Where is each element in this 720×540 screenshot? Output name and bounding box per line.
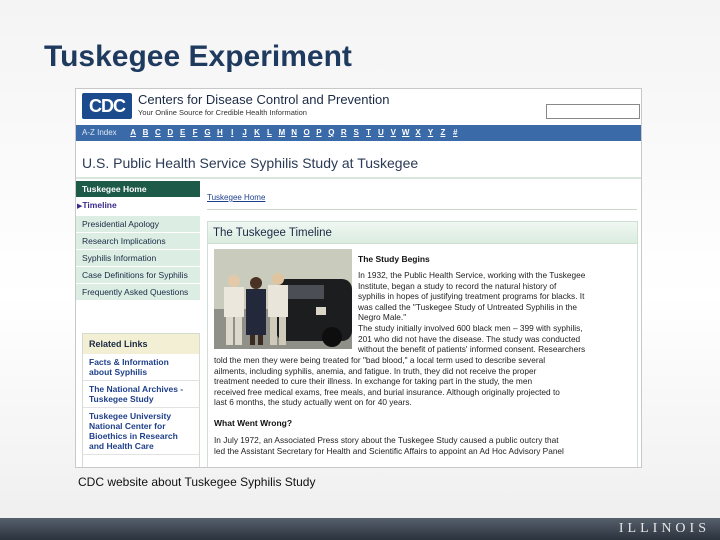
slide-caption: CDC website about Tuskegee Syphilis Study <box>78 475 316 489</box>
az-letter-x[interactable]: X <box>415 128 421 137</box>
nav-item-research-implications[interactable]: Research Implications <box>76 233 200 250</box>
search-input[interactable] <box>546 104 640 119</box>
az-index-label: A-Z Index <box>82 128 117 137</box>
related-link-national-archives[interactable]: The National Archives - Tuskegee Study <box>83 381 199 408</box>
divider <box>207 209 637 210</box>
text-line: In July 1972, an Associated Press story about the Tuskegee Study caused a public outcry that <box>214 435 559 445</box>
az-letter-w[interactable]: W <box>401 128 410 137</box>
illinois-wordmark: ILLINOIS <box>618 521 710 536</box>
section2-text <box>214 435 636 456</box>
content-title: The Tuskegee Timeline <box>208 222 637 244</box>
az-letter-y[interactable]: Y <box>427 128 434 137</box>
az-letter-e[interactable]: E <box>180 128 186 137</box>
az-letter-j[interactable]: J <box>242 128 247 137</box>
related-link-tuskegee-university[interactable]: Tuskegee University National Center for Bioethics in Research and Health Care <box>83 408 199 455</box>
text-line: was called the "Tuskegee Study of Untreated Syphilis in the <box>358 301 577 312</box>
az-letter-d[interactable]: D <box>167 128 174 137</box>
text-line: told the men they were being treated for "bad blood," a local term used to describe several <box>214 355 546 365</box>
section-heading-what-went-wrong: What Went Wrong? <box>214 418 293 428</box>
text-line: ailments, including syphilis, anemia, and fatigue. In truth, they did not receive the proper <box>214 365 537 376</box>
text-line: In 1932, the Public Health Service, working with the Tuskegee <box>358 270 586 280</box>
az-letter-b[interactable]: B <box>142 128 149 137</box>
nav-item-label: Timeline <box>82 200 117 210</box>
related-links-panel <box>82 333 200 468</box>
text-line: last 6 months, the study actually went on for 40 years. <box>214 397 412 408</box>
page-heading: U.S. Public Health Service Syphilis Study at Tuskegee <box>76 149 642 179</box>
az-letter-i[interactable]: I <box>231 128 234 137</box>
section-heading-study-begins: The Study Begins <box>358 254 430 264</box>
az-letter-r[interactable]: R <box>340 128 347 137</box>
az-letter-c[interactable]: C <box>155 128 161 137</box>
text-line: received free medical exams, free meals, and burial insurance. Although originally projected to <box>214 386 560 397</box>
az-letter-k[interactable]: K <box>254 128 260 137</box>
az-letter-f[interactable]: F <box>192 128 198 137</box>
slide-title: Tuskegee Experiment <box>44 40 352 73</box>
text-line: The study initially involved 600 black men – 399 with syphilis, <box>358 322 583 333</box>
az-letter-g[interactable]: G <box>204 128 211 137</box>
az-letter-t[interactable]: T <box>366 128 371 137</box>
az-letter-p[interactable]: P <box>316 128 322 137</box>
az-letter-l[interactable]: L <box>266 128 272 137</box>
text-line: Negro Male." <box>358 312 407 323</box>
az-letter-q[interactable]: Q <box>328 128 335 137</box>
nav-item-case-definitions[interactable]: Case Definitions for Syphilis <box>76 267 200 284</box>
related-link-syphilis-facts[interactable]: Facts & Information about Syphilis <box>83 354 199 381</box>
nav-item-timeline[interactable] <box>76 197 200 216</box>
cdc-logo[interactable]: CDC <box>82 93 132 119</box>
org-name: Centers for Disease Control and Prevention <box>138 92 390 107</box>
left-nav <box>76 181 200 301</box>
az-letter-z[interactable]: Z <box>440 128 446 137</box>
text-line: without the benefit of patients' informed consent. Researchers <box>358 344 586 355</box>
site-header <box>76 89 642 125</box>
related-links-heading: Related Links <box>83 334 199 354</box>
nav-item-syphilis-information[interactable]: Syphilis Information <box>76 250 200 267</box>
text-line: Institute, began a study to record the natural history of <box>358 280 557 291</box>
az-letter-hash[interactable]: # <box>453 128 458 137</box>
section1-text-full <box>214 355 636 408</box>
nav-item-presidential-apology[interactable]: Presidential Apology <box>76 216 200 233</box>
az-letter-v[interactable]: V <box>390 128 396 137</box>
text-line: led the Assistant Secretary for Health and Scientific Affairs to appoint an Ad Hoc Advisory Panel <box>214 445 564 456</box>
text-line: 201 who did not have the disease. The study was conducted <box>358 333 581 344</box>
nav-item-faq[interactable]: Frequently Asked Questions <box>76 284 200 301</box>
az-letter-h[interactable]: H <box>216 128 223 137</box>
photo-illustration <box>214 249 352 349</box>
section1-text-narrow <box>358 270 636 355</box>
text-line: syphilis in hopes of justifying treatment programs for blacks. It <box>358 291 585 302</box>
timeline-content <box>207 221 638 468</box>
historical-photo <box>214 249 352 349</box>
footer-bar <box>0 518 720 540</box>
az-letter-o[interactable]: O <box>303 128 310 137</box>
current-page-arrow-icon: ▶ <box>77 203 83 210</box>
az-letter-s[interactable]: S <box>353 128 359 137</box>
az-letter-list <box>127 128 462 137</box>
az-letter-n[interactable]: N <box>291 128 298 137</box>
breadcrumb[interactable]: Tuskegee Home <box>207 193 266 202</box>
az-letter-m[interactable]: M <box>278 128 286 137</box>
org-tagline: Your Online Source for Credible Health Information <box>138 108 307 117</box>
az-letter-u[interactable]: U <box>378 128 384 137</box>
text-line: treatment needed to cure their illness. In exchange for taking part in the study, the men <box>214 376 533 387</box>
nav-header-tuskegee-home[interactable]: Tuskegee Home <box>76 181 200 197</box>
az-letter-a[interactable]: A <box>130 128 136 137</box>
az-index-bar <box>76 125 642 141</box>
cdc-website-screenshot <box>75 88 642 468</box>
